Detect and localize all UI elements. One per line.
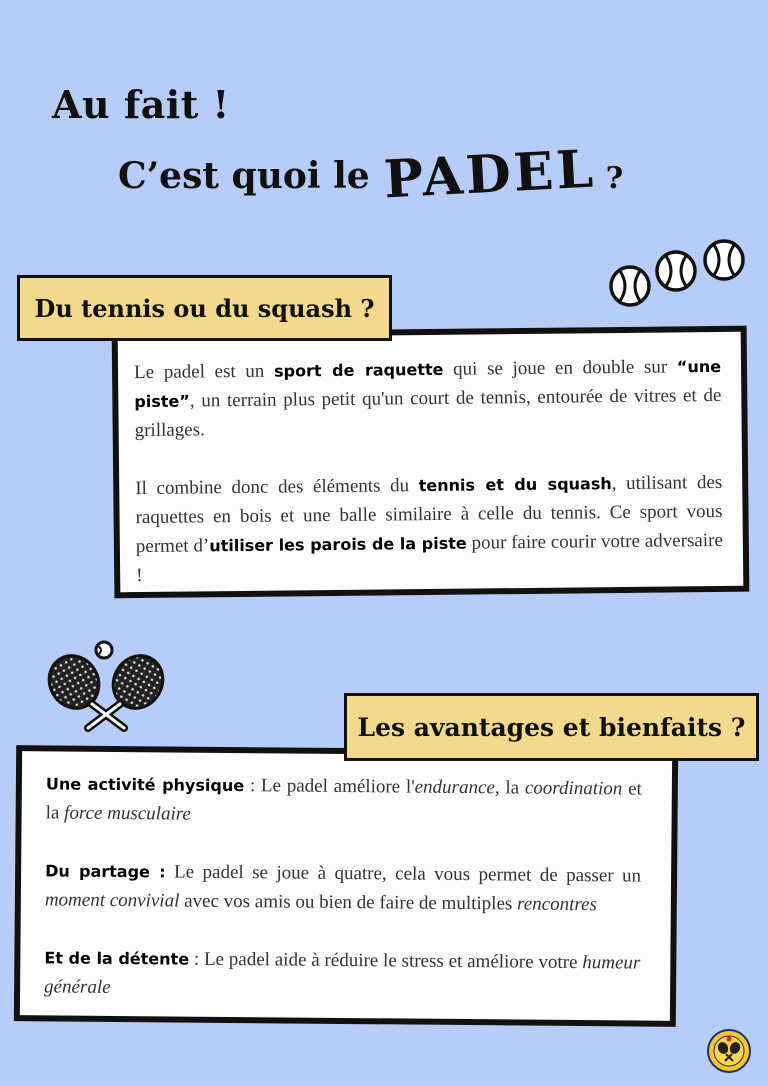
bold-text: sport de raquette	[273, 359, 444, 381]
bold-text: Du partage :	[45, 861, 166, 882]
text-run: , la	[494, 777, 525, 799]
section-2-heading: Les avantages et bienfaits ?	[344, 693, 759, 761]
text-run: : Le padel aide à réduire le stress et améliore votre	[189, 948, 583, 974]
benefit-relaxation	[44, 943, 640, 1006]
bold-text: “une piste”	[134, 356, 722, 412]
italic-text: moment convivial	[44, 889, 180, 912]
tennis-balls-icon	[606, 238, 756, 310]
bold-text: utiliser les parois de la piste	[209, 533, 467, 556]
benefit-physical-activity	[46, 769, 642, 832]
bold-text: tennis et du squash	[418, 474, 612, 496]
title-line-2	[118, 138, 624, 211]
text-run: Le padel est un	[133, 360, 275, 384]
text-run: pour faire courir votre adversaire !	[136, 529, 723, 587]
section-1-paragraph-1	[134, 352, 722, 445]
title-question-mark: ?	[605, 161, 624, 196]
section-1-paragraph-2	[135, 468, 723, 590]
club-logo	[706, 1024, 752, 1076]
italic-text: rencontres	[516, 893, 598, 916]
italic-text: force musculaire	[64, 802, 191, 825]
text-run: Il combine donc des éléments du	[135, 475, 419, 500]
text-run: , un terrain plus petit qu'un court de tennis, entourée de vitres et de grillages.	[134, 384, 722, 442]
crossed-padel-rackets-icon	[44, 640, 169, 732]
title-prefix: C’est quoi le	[118, 155, 370, 197]
text-run: avec vos amis ou bien de faire de multiples	[179, 890, 518, 915]
text-run: qui se joue en double sur	[443, 356, 677, 380]
italic-text: humeur générale	[44, 952, 641, 998]
section-1-panel	[112, 326, 750, 599]
title-padel-word: PADEL	[382, 138, 598, 211]
benefit-sharing	[45, 856, 641, 919]
text-run: Le padel se joue à quatre, cela vous permet de passer un	[165, 861, 642, 887]
section-1-heading: Du tennis ou du squash ?	[17, 275, 392, 341]
italic-text: endurance	[414, 776, 495, 799]
text-run: : Le padel améliore l'	[244, 775, 415, 798]
text-run: , utilisant des raquettes en bois et une balle similaire à celle du tennis. Ce sport vous permet d’	[135, 471, 723, 558]
bold-text: Une activité physique	[45, 774, 245, 796]
bold-text: Et de la détente	[44, 948, 190, 969]
italic-text: coordination	[524, 777, 623, 800]
text-run: et la	[45, 778, 642, 824]
title-line-1: Au fait !	[52, 82, 230, 127]
section-2-panel	[14, 745, 678, 1027]
